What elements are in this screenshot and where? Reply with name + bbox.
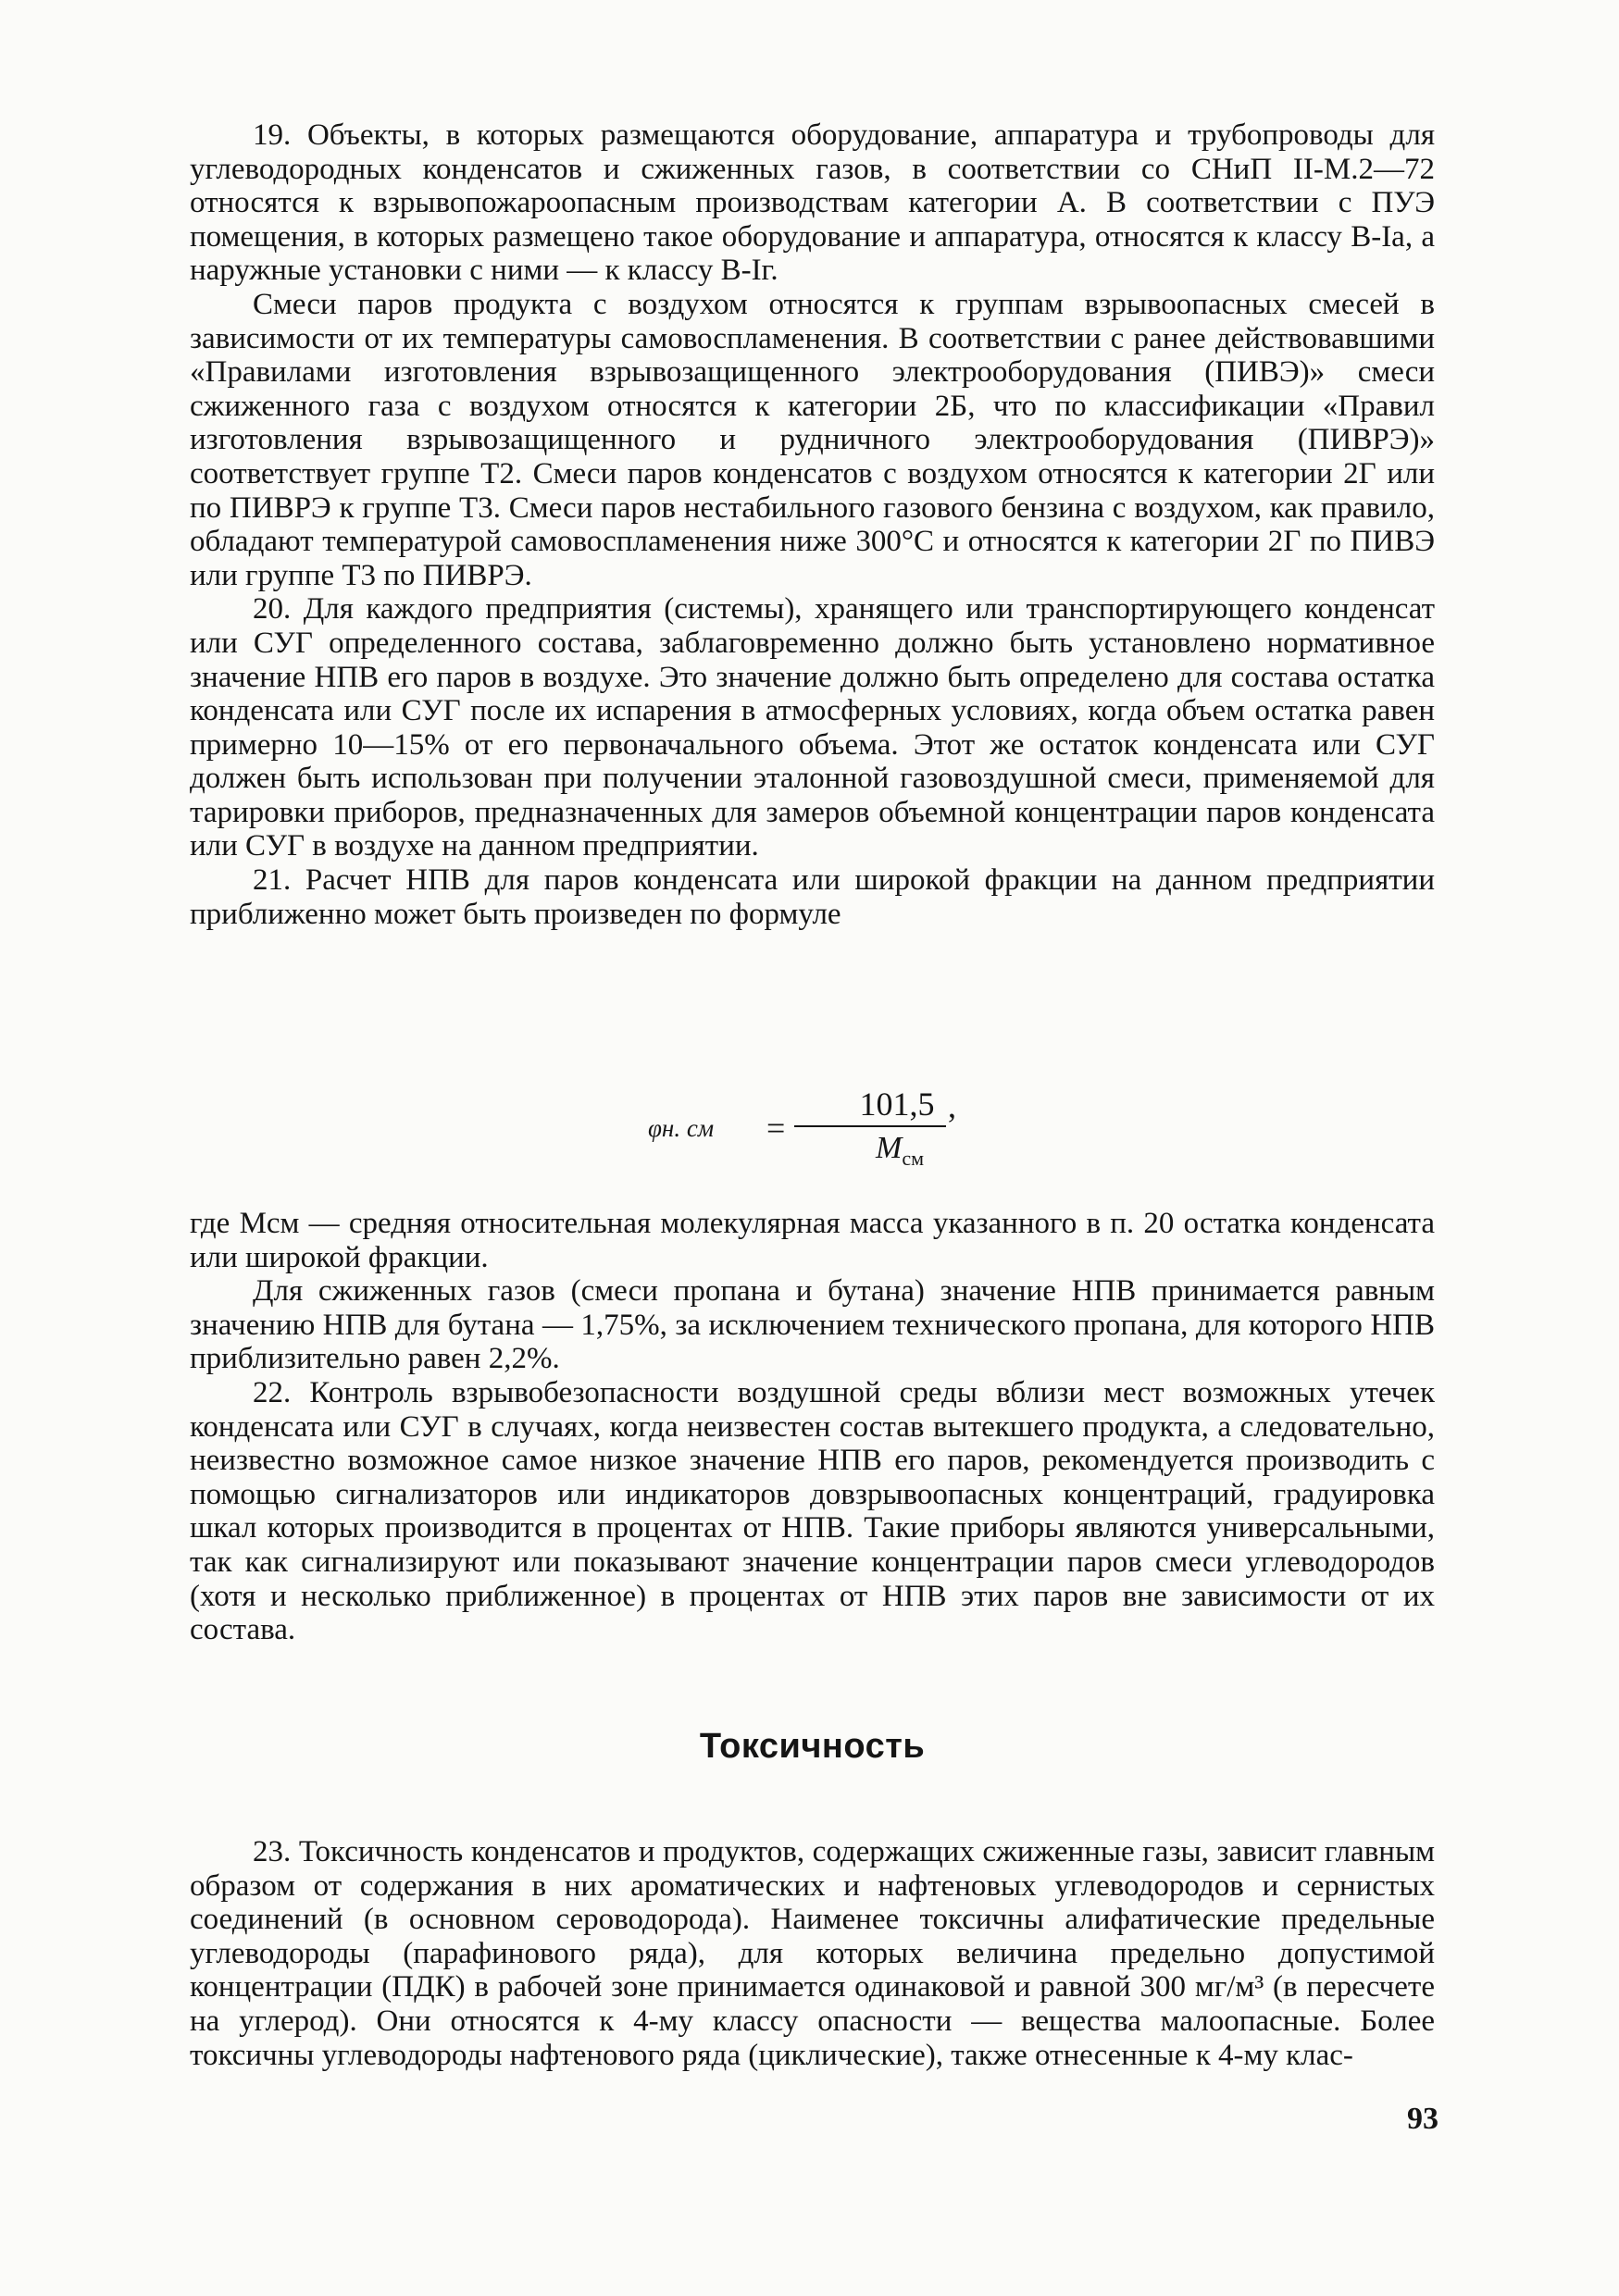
paragraph-22: 22. Контроль взрывобезопасности воздушной среды вблизи мест возможных утечек конденсата или СУГ в случаях, когда неизвестен состав вытекшего продукта, а следовательно, неизвестно возможное самое низкое значение НПВ его паров, рекомендуется производить с помощью сигнализаторов или индикаторов довзрывоопасных концентраций, градуировка шкал которых производится в процентах от НПВ. Такие приборы являются универсальными, так как сигнализируют или показывают значение концентрации паров смеси углеводородов (хотя и несколько приближенное) в процентах от НПВ этих паров вне зависимости от их состава. [190, 1375, 1435, 1647]
where-clause: где Mсм — средняя относительная молекулярная масса указанного в п. 20 остатка конденсата или широкой фракции. [190, 1207, 1435, 1274]
paragraph-23: 23. Токсичность конденсатов и продуктов, содержащих сжиженные газы, зависит главным образом от содержания в них ароматических и нафтеновых углеводородов и сернистых соединений (в основном сероводорода). Наименее токсичны алифатические предельные углеводороды (парафинового ряда), для которых величина предельно допустимой концентрации (ПДК) в рабочей зоне принимается одинаковой и равной 300 мг/м³ (в пересчете на углерод). Они относятся к 4-му классу опасности — вещества малоопасные. Более токсичны углеводороды нафтенового ряда (циклические), также отнесенные к 4-му клас- [190, 1835, 1435, 2072]
formula-comma: , [948, 1087, 956, 1124]
paragraph-mixtures: Смеси паров продукта с воздухом относятся к группам взрывоопасных смесей в зависимости от их температуры самовоспламенения. В соответствии с ранее действовавшими «Правилами изготовления взрывозащищенного электрооборудования (ПИВЭ)» смеси сжиженного газа с воздухом относятся к категории 2Б, что по классификации «Правил изготовления взрывозащищенного и рудничного электрооборудования (ПИВРЭ)» соответствует группе Т2. Смеси паров конденсатов с воздухом относятся к категории 2Г или по ПИВРЭ к группе Т3. Смеси паров нестабильного газового бензина с воздухом, как правило, обладают температурой самовоспламенения ниже 300°С и относятся к категории 2Г по ПИВЭ или группе Т3 по ПИВРЭ. [190, 287, 1435, 592]
section-heading: Токсичность [699, 1727, 926, 1766]
lel-formula [648, 1085, 1018, 1182]
paragraph-21: 21. Расчет НПВ для паров конденсата или широкой фракции на данном предприятии приближенно может быть произведен по формуле [190, 863, 1435, 931]
paragraph-liquefied-gases: Для сжиженных газов (смеси пропана и бутана) значение НПВ принимается равным значению НПВ для бутана — 1,75%, за исключением технического пропана, для которого НПВ приблизительно равен 2,2%. [190, 1274, 1435, 1376]
paragraph-20: 20. Для каждого предприятия (системы), хранящего или транспортирующего конденсат или СУГ определенного состава, заблаговременно должно быть установлено нормативное значение НПВ его паров в воздухе. Это значение должно быть определено для состава остатка конденсата или СУГ после их испарения в атмосферных условиях, когда объем остатка равен примерно 10—15% от его первоначального объема. Этот же остаток конденсата или СУГ должен быть использован при получении эталонной газовоздушной смеси, применяемой для тарировки приборов, предназначенных для замеров объемной концентрации паров конденсата или СУГ в воздухе на данном предприятии. [190, 592, 1435, 863]
body-text-middle [190, 1207, 1435, 1647]
body-text-top [190, 118, 1435, 931]
body-text-bottom [190, 1835, 1435, 2072]
denominator-subscript: см [902, 1146, 924, 1170]
page-number: 93 [1407, 2102, 1438, 2136]
formula-equals: = [766, 1110, 786, 1147]
formula-lhs: φн. см [648, 1114, 715, 1142]
formula-numerator: 101,5 [859, 1086, 935, 1123]
formula-denominator [853, 1131, 946, 1171]
fraction-bar [794, 1125, 946, 1127]
paragraph-19: 19. Объекты, в которых размещаются оборудование, аппаратура и трубопроводы для углеводородных конденсатов и сжиженных газов, в соответствии со СНиП II-М.2—72 относятся к взрывопожароопасным производствам категории А. В соответствии с ПУЭ помещения, в которых размещено такое оборудование и аппаратура, относятся к классу В-Iа, а наружные установки с ними — к классу В-Iг. [190, 118, 1435, 288]
denominator-base: M [875, 1131, 903, 1165]
